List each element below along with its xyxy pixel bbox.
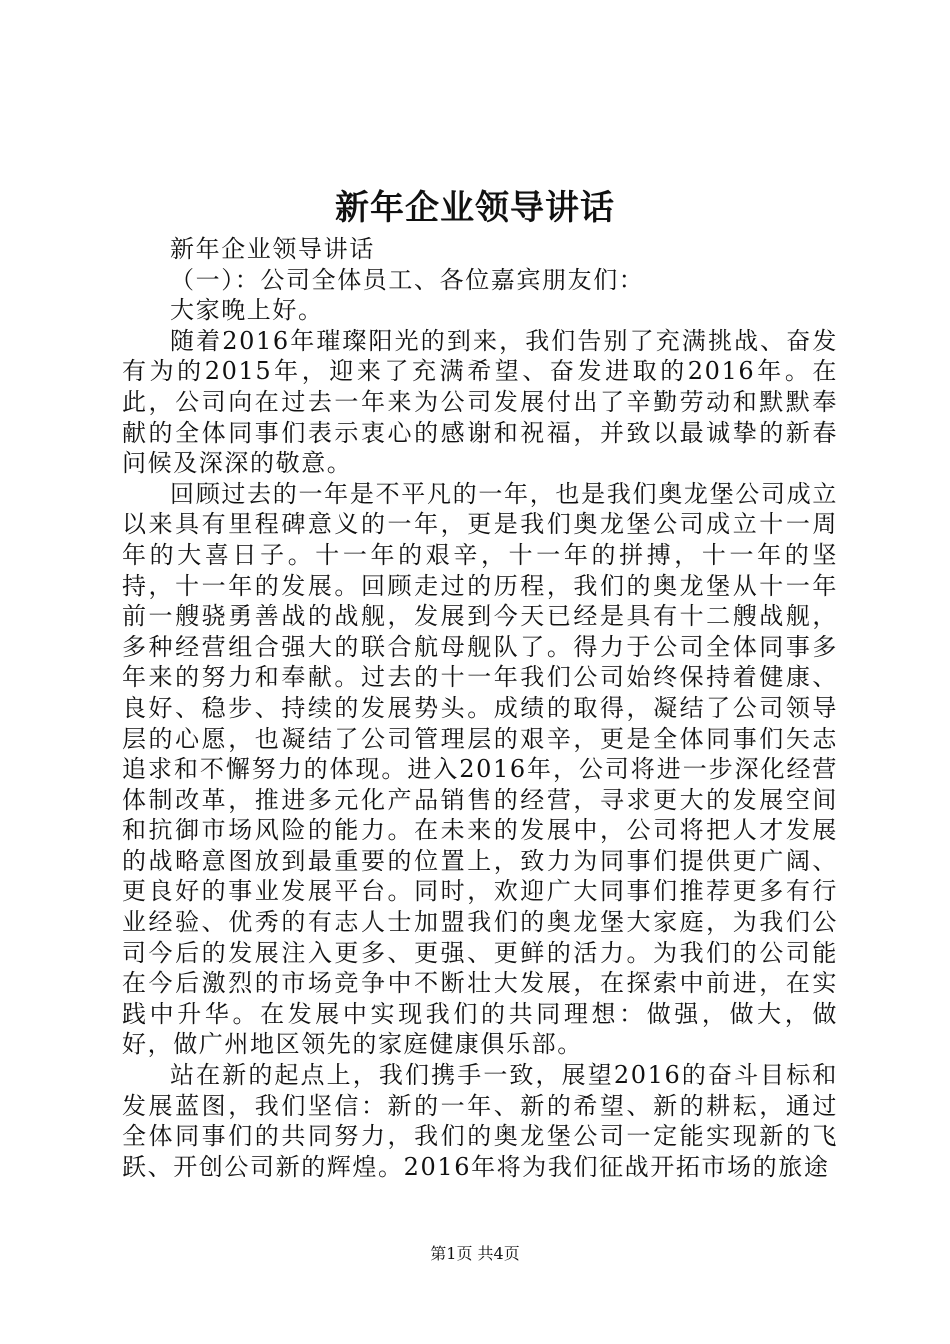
paragraph-new-year: 随着2016年璀璨阳光的到来，我们告别了充满挑战、奋发有为的2015年，迎来了充满希望、奋发进取的2016年。在此，公司向在过去一年来为公司发展付出了辛勤劳动和默默奉献的全体同事们表示衷心的感谢和祝福，并致以最诚挚的新春问候及深深的敬意。 xyxy=(122,326,838,478)
paragraph-salutation: （一）：公司全体员工、各位嘉宾朋友们： xyxy=(170,265,645,294)
paragraph-outlook: 站在新的起点上，我们携手一致，展望2016的奋斗目标和发展蓝图，我们坚信：新的一年、新的希望、新的耕耘，通过全体同事们的共同努力，我们的奥龙堡公司一定能实现新的飞跃、开创公司新的辉煌。2016年将为我们征战开拓市场的旅途 xyxy=(122,1061,838,1181)
document-body xyxy=(122,234,838,1182)
paragraph-review: 回顾过去的一年是不平凡的一年，也是我们奥龙堡公司成立以来具有里程碑意义的一年，更是我们奥龙堡公司成立十一周年的大喜日子。十一年的艰辛，十一年的拼搏，十一年的坚持，十一年的发展。回顾走过的历程，我们的奥龙堡从十一年前一艘骁勇善战的战舰，发展到今天已经是具有十二艘战舰，多种经营组合强大的联合航母舰队了。得力于公司全体同事多年来的努力和奉献。过去的十一年我们公司始终保持着健康、良好、稳步、持续的发展势头。成绩的取得，凝结了公司领导层的心愿，也凝结了公司管理层的艰辛，更是全体同事们矢志追求和不懈努力的体现。进入2016年，公司将进一步深化经营体制改革，推进多元化产品销售的经营，寻求更大的发展空间和抗御市场风险的能力。在未来的发展中，公司将把人才发展的战略意图放到最重要的位置上，致力为同事们提供更广阔、更良好的事业发展平台。同时，欢迎广大同事们推荐更多有行业经验、优秀的有志人士加盟我们的奥龙堡大家庭，为我们公司今后的发展注入更多、更强、更鲜的活力。为我们的公司能在今后激烈的市场竞争中不断壮大发展，在探索中前进，在实践中升华。在发展中实现我们的共同理想：做强，做大，做好，做广州地区领先的家庭健康俱乐部。 xyxy=(122,479,838,1059)
paragraph-subtitle: 新年企业领导讲话 xyxy=(170,235,375,263)
page-number: 第1页 共4页 xyxy=(430,1244,520,1263)
document-title: 新年企业领导讲话 xyxy=(335,188,615,228)
paragraph-greeting: 大家晚上好。 xyxy=(170,296,324,325)
